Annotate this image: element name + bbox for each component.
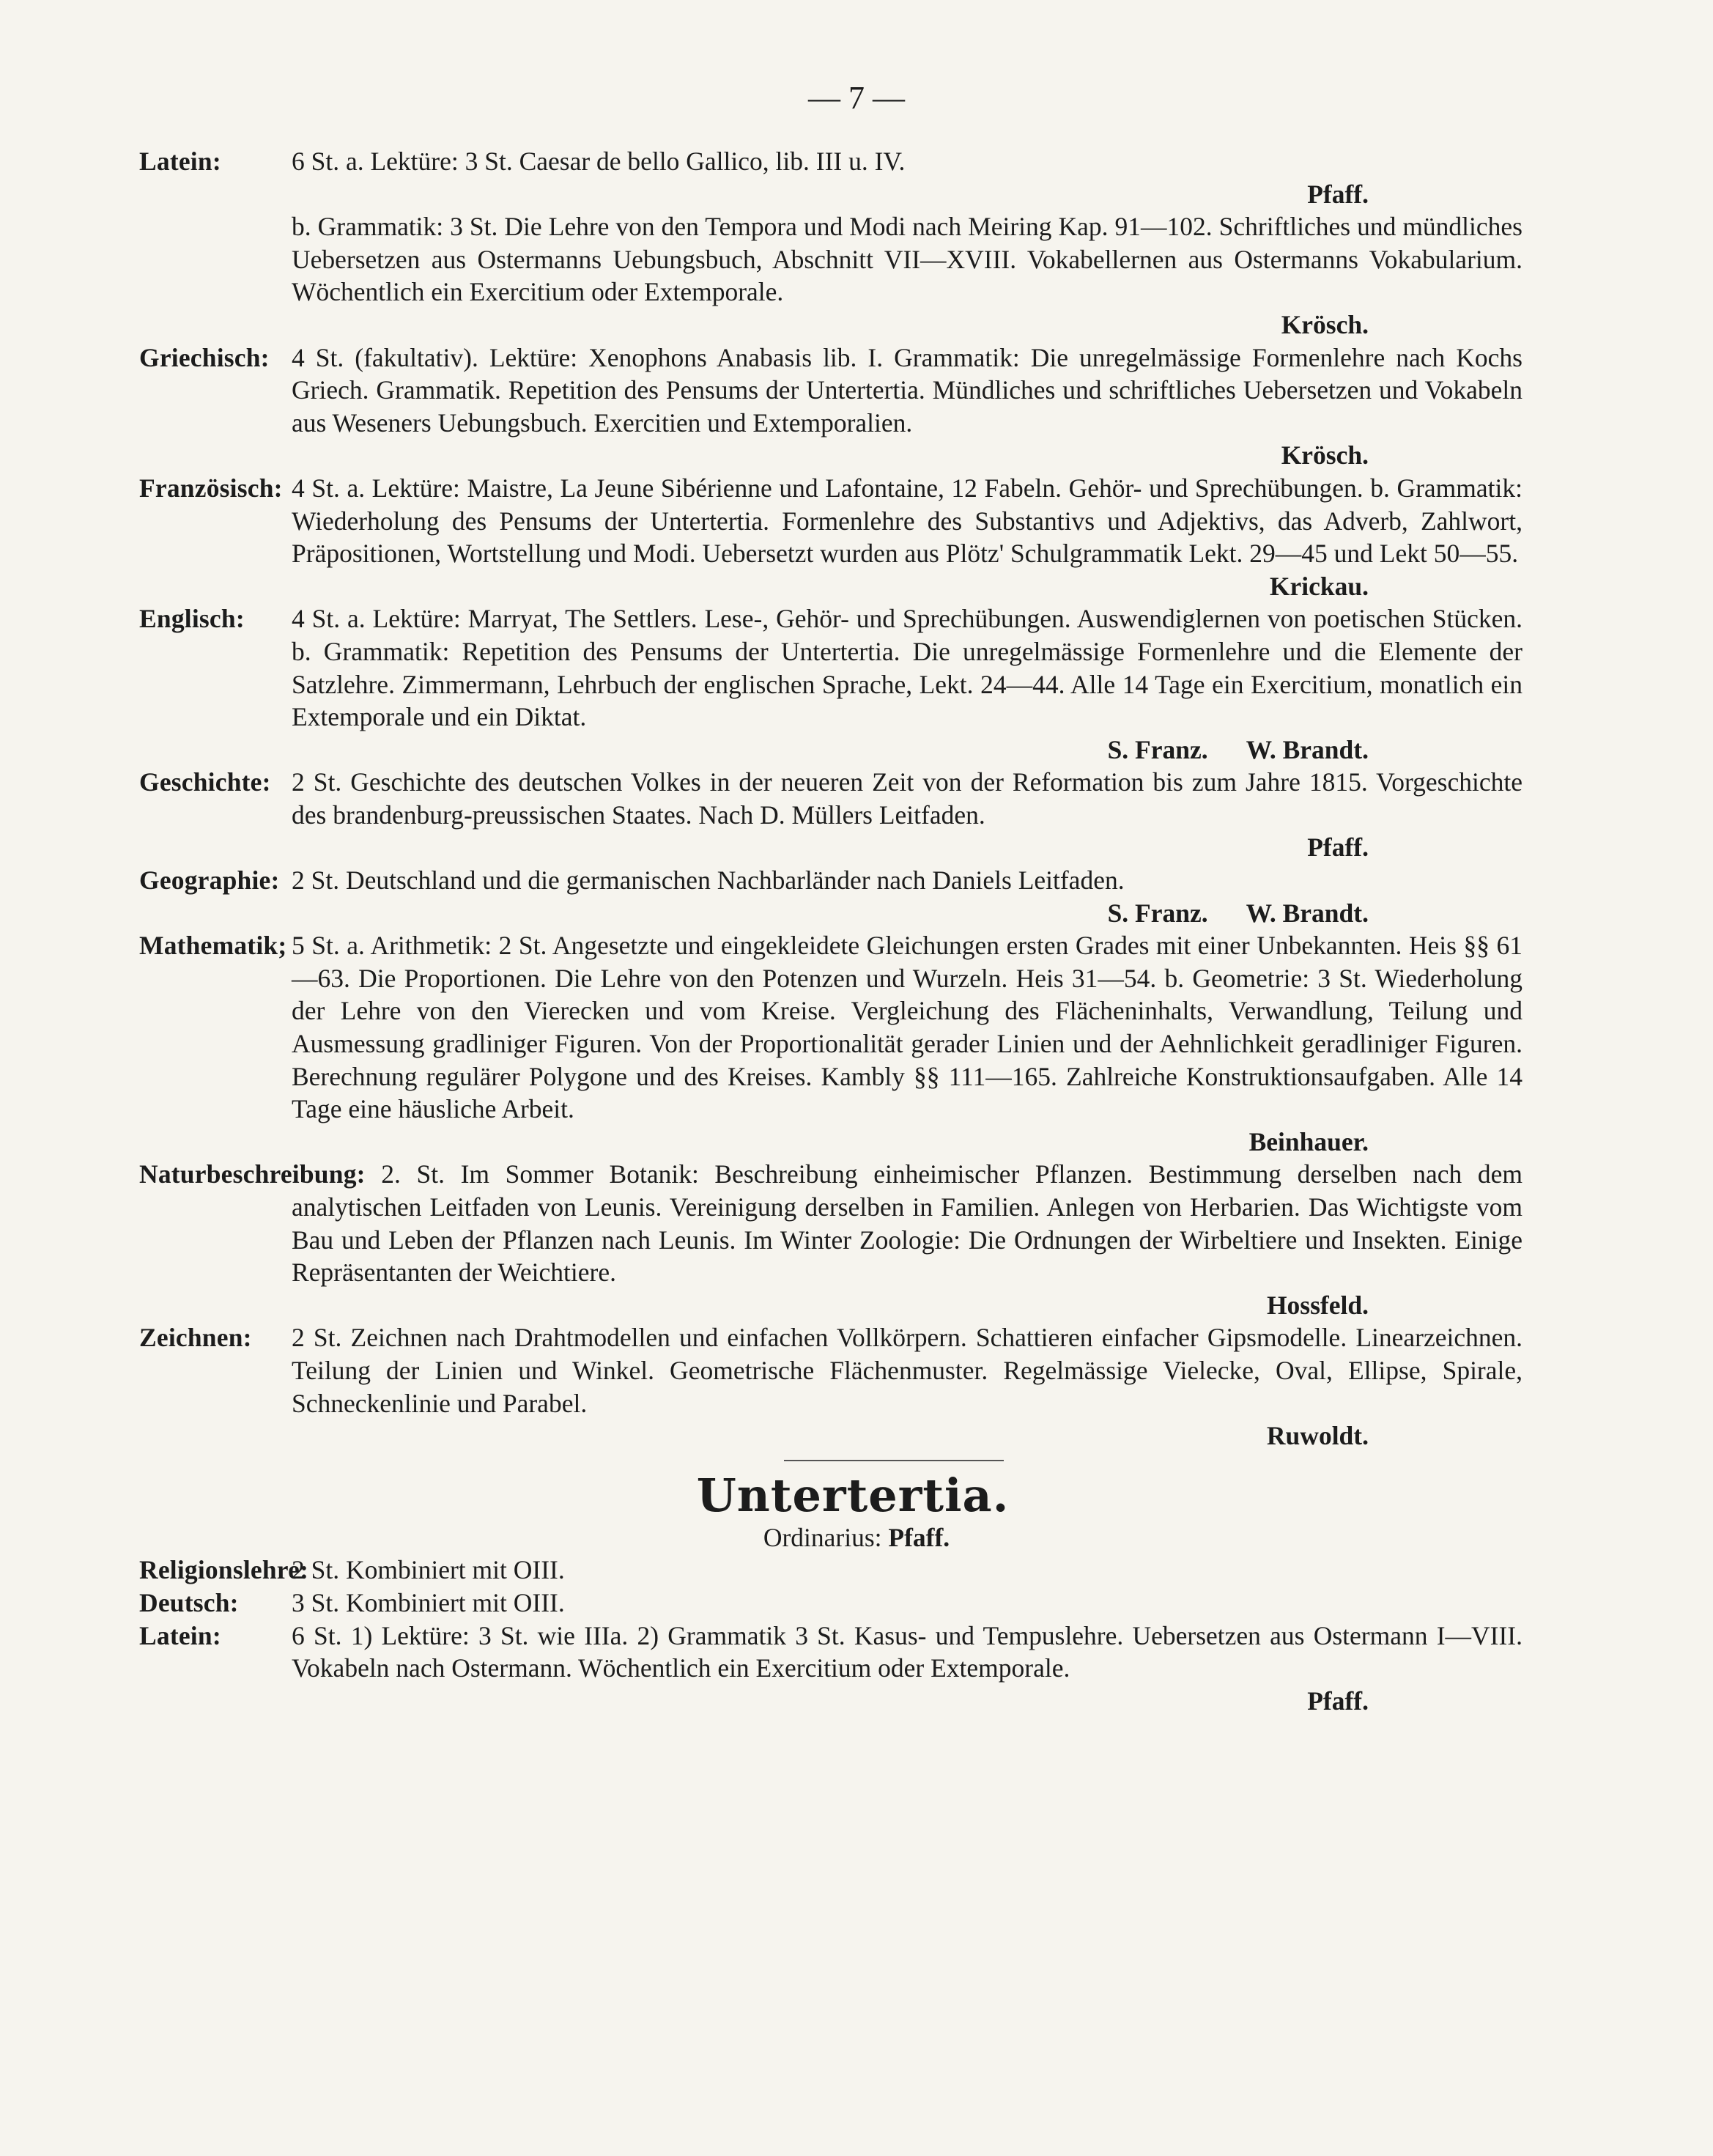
subject-label: Latein: <box>139 1620 221 1650</box>
subject-label: Latein: <box>139 147 221 176</box>
entry-text: 2 St. Deutschland und die germanischen Nachbarländer nach Daniels Leitfaden. <box>292 865 1125 896</box>
entry-text: 4 St. a. Lektüre: Marryat, The Settlers. Lese-, Gehör- und Sprechübungen. Auswendiglernen von poetischen Stücken. b. Grammatik: Repetition des Pensums der Untertertia. Die unregelmässige Formenlehre und die Elemente der Satzlehre. Zimmermann, Lehrbuch der englischen Sprache, Lekt. 24—44. Alle 14 Tage ein Exercitium, monatlich ein Extemporale und ein Diktat. <box>292 604 1523 732</box>
teacher-name: Beinhauer. <box>1248 1126 1369 1156</box>
section-divider <box>784 1460 1004 1461</box>
entry-text: 4 St. a. Lektüre: Maistre, La Jeune Sibérienne und Lafontaine, 12 Fabeln. Gehör- und Sprechübungen. b. Grammatik: Wiederholung des Pensums der Untertertia. Formenlehre des Substantivs und Adjektivs, das Adverb, Zahlwort, Präpositionen, Wortstellung und Modi. Uebersetzt wurden aus Plötz' Schulgrammatik Lekt. 29—45 und Lekt 50—55. <box>292 473 1523 569</box>
ordinarius-line <box>139 1521 1523 1554</box>
teacher-name: Krickau. <box>1269 571 1369 601</box>
entry-text: 6 St. a. Lektüre: 3 St. Caesar de bello Gallico, lib. III u. IV. <box>292 147 906 176</box>
teacher-name: Pfaff. <box>1307 1686 1369 1716</box>
subject-label: Mathematik; <box>139 931 287 961</box>
subject-label: Religionslehre: <box>139 1555 309 1585</box>
subject-label: Französisch: <box>139 473 283 503</box>
entry-griechisch <box>139 342 1523 472</box>
subject-label: Geschichte: <box>139 767 271 797</box>
teacher-name: Hossfeld. <box>1266 1290 1369 1320</box>
teacher-name: Ruwoldt. <box>1266 1421 1369 1451</box>
teacher-name: S. Franz. <box>1107 734 1208 764</box>
entry-deutsch <box>139 1587 1523 1620</box>
entry-text: 4 St. (fakultativ). Lektüre: Xenophons Anabasis lib. I. Grammatik: Die unregelmässige Formenlehre nach Kochs Griech. Grammatik. Repetition des Pensums der Untertertia. Mündliches und schriftliches Uebersetzen und Vokabeln aus Weseners Uebungsbuch. Exercitien und Extemporalien. <box>292 342 1523 438</box>
teacher-name: W. Brandt. <box>1246 898 1369 928</box>
entry-naturbeschreibung <box>139 1158 1523 1321</box>
teacher-names <box>292 734 1523 767</box>
entry-franzoesisch <box>139 472 1523 602</box>
entry-latein-untertertia <box>139 1620 1523 1718</box>
subject-label: Deutsch: <box>139 1587 239 1617</box>
entry-text: 2 St. Geschichte des deutschen Volkes in der neueren Zeit von der Reformation bis zum Jahre 1815. Vorgeschichte des brandenburg-preussischen Staates. Nach D. Müllers Leitfaden. <box>292 767 1523 830</box>
teacher-names <box>292 897 1523 930</box>
teacher-name: Krösch. <box>1281 309 1369 339</box>
subject-label: Naturbeschreibung: <box>139 1159 366 1189</box>
entry-zeichnen <box>139 1321 1523 1452</box>
entry-latein <box>139 145 1523 342</box>
entry-text: 5 St. a. Arithmetik: 2 St. Angesetzte und eingekleidete Gleichungen ersten Grades mit einer Unbekannten. Heis §§ 61—63. Die Proportionen. Die Lehre von den Potenzen und Wurzeln. Heis 31—54. b. Geometrie: 3 St. Wiederholung der Lehre von den Vierecken und vom Kreise. Vergleichung des Flächeninhalts, Verwandlung, Teilung und Ausmessung gradliniger Figuren. Von der Proportionalität gerader Linien und der Aehnlichkeit geradliniger Figuren. Berechnung regulärer Polygone und des Kreises. Kambly §§ 111—165. Zahlreiche Konstruktionsaufgaben. Alle 14 Tage eine häusliche Arbeit. <box>292 931 1523 1124</box>
subject-label: Geographie: <box>139 865 280 896</box>
subject-label: Zeichnen: <box>139 1323 252 1353</box>
teacher-name: W. Brandt. <box>1246 734 1369 764</box>
page-number: — 7 — <box>808 80 905 116</box>
ordinarius-label: Ordinarius: <box>763 1522 882 1552</box>
entry-text: 2 St. Zeichnen nach Drahtmodellen und einfachen Vollkörpern. Schattieren einfacher Gipsmodelle. Linearzeichnen. Teilung der Linien und Winkel. Geometrische Flächenmuster. Regelmässige Vielecke, Oval, Ellipse, Spirale, Schneckenlinie und Parabel. <box>292 1323 1523 1418</box>
subject-label: Englisch: <box>139 604 245 634</box>
teacher-name: Pfaff. <box>1307 833 1369 863</box>
entry-text: 6 St. 1) Lektüre: 3 St. wie IIIa. 2) Grammatik 3 St. Kasus- und Tempuslehre. Uebersetzen aus Ostermann I—VIII. Vokabeln nach Ostermann. Wöchentlich ein Exercitium oder Extemporale. <box>292 1620 1523 1683</box>
entry-geschichte <box>139 766 1523 864</box>
subject-label: Griechisch: <box>139 342 270 372</box>
entry-text: 2 St. Kombiniert mit OIII. <box>292 1555 565 1585</box>
ordinarius-name: Pfaff. <box>888 1522 950 1552</box>
entry-text: b. Grammatik: 3 St. Die Lehre von den Tempora und Modi nach Meiring Kap. 91—102. Schriftliches und mündliches Uebersetzen aus Ostermanns Uebungsbuch, Abschnitt VII—XVIII. Vokabellernen aus Ostermanns Vokabularium. Wöchentlich ein Exercitium oder Extemporale. <box>292 212 1523 307</box>
entry-mathematik <box>139 929 1523 1158</box>
page-content <box>139 145 1523 1717</box>
teacher-name: Krösch. <box>1281 440 1369 470</box>
teacher-name: Pfaff. <box>1307 179 1369 209</box>
section-title: Untertertia. <box>696 1468 1010 1522</box>
entry-religionslehre <box>139 1554 1523 1587</box>
entry-text: 2. St. Im Sommer Botanik: Beschreibung einheimischer Pflanzen. Bestimmung derselben nach dem analytischen Leitfaden von Leunis. Vereinigung derselben in Familien. Anlegen von Herbarien. Das Wichtigste vom Bau und Leben der Pflanzen nach Leunis. Im Winter Zoologie: Die Ordnungen der Wirbeltiere und Insekten. Einige Repräsentanten der Weichtiere. <box>292 1159 1523 1288</box>
entry-englisch <box>139 602 1523 766</box>
entry-text: 3 St. Kombiniert mit OIII. <box>292 1587 565 1617</box>
entry-geographie <box>139 864 1523 929</box>
teacher-name: S. Franz. <box>1107 898 1208 928</box>
